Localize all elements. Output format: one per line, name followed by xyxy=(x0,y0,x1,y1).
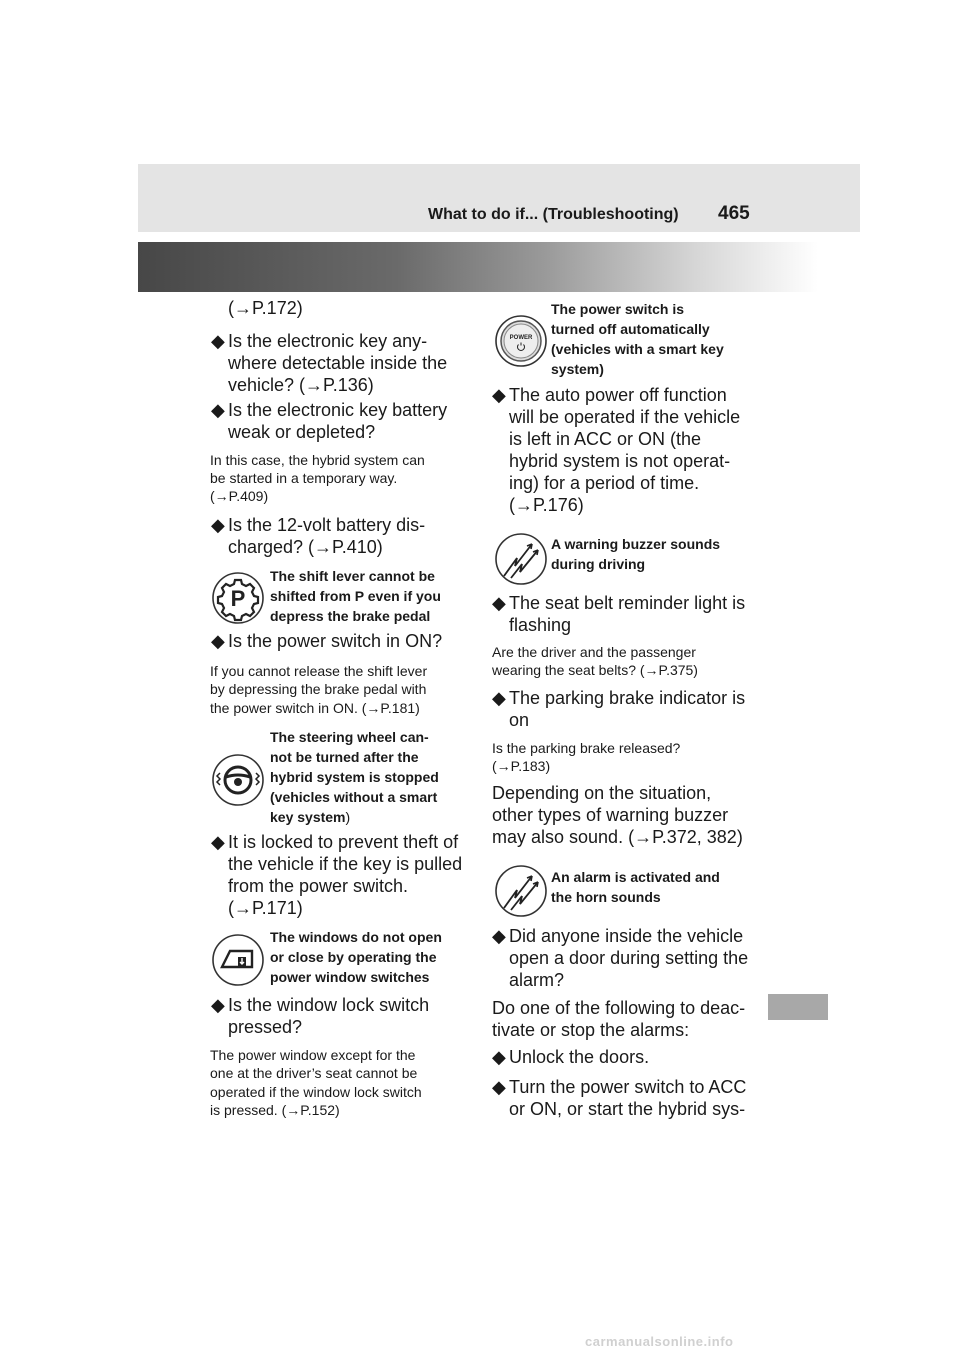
paragraph-text: Depending on the situation, xyxy=(492,783,712,803)
note-text: Are the driver and the passenger xyxy=(492,644,696,660)
section-heading: depress the brake pedal xyxy=(270,608,431,624)
window-icon xyxy=(211,933,265,987)
bullet-text: flashing xyxy=(509,615,572,635)
bullet-text: is left in ACC or ON (the xyxy=(509,429,702,449)
section-heading: shifted from P even if you xyxy=(270,588,441,604)
power-label: POWER xyxy=(509,335,533,341)
note-text: operated if the window lock switch xyxy=(210,1084,422,1100)
section-heading: or close by operating the xyxy=(270,949,437,965)
bullet-text: Is the power switch in ON? xyxy=(228,631,443,651)
note-text: The power window except for the xyxy=(210,1047,416,1063)
bullet-text: hybrid system is not operat- xyxy=(509,451,731,471)
section-heading: system) xyxy=(551,361,604,377)
bullet-text: Is the electronic key battery xyxy=(228,400,448,420)
bullet-icon: ◆ xyxy=(492,926,506,946)
note-text: wearing the seat belts? (→P.375) xyxy=(492,662,698,678)
paragraph-text: other types of warning buzzer xyxy=(492,805,729,825)
bullet-text: The seat belt reminder light is xyxy=(509,593,746,613)
bullet-text: ing) for a period of time. xyxy=(509,473,700,493)
bullet-icon: ◆ xyxy=(211,331,225,351)
heading-part: ) xyxy=(345,809,351,825)
bullet-icon: ◆ xyxy=(492,1077,506,1097)
note-text: In this case, the hybrid system can xyxy=(210,452,425,468)
bullet-text: It is locked to prevent theft of xyxy=(228,832,459,852)
bullet-icon: ◆ xyxy=(211,515,225,535)
paragraph-text: Do one of the following to deac- xyxy=(492,998,746,1018)
bullet-icon: ◆ xyxy=(211,631,225,651)
bullet-text: weak or depleted? xyxy=(228,422,376,442)
bullet-icon: ◆ xyxy=(492,385,506,405)
section-heading: A warning buzzer sounds xyxy=(551,536,721,552)
bullet-text: The parking brake indicator is xyxy=(509,688,746,708)
bullet-text: or ON, or start the hybrid sys- xyxy=(509,1099,746,1119)
bullet-text: Turn the power switch to ACC xyxy=(509,1077,747,1097)
note-text: is pressed. (→P.152) xyxy=(210,1102,340,1118)
note-text: the power switch in ON. (→P.181) xyxy=(210,700,420,716)
chapter-tab xyxy=(768,994,828,1020)
alarm-icon xyxy=(494,864,548,918)
bullet-text: Unlock the doors. xyxy=(509,1047,650,1067)
heading-part: key system xyxy=(270,809,346,825)
bullet-text: (→P.176) xyxy=(509,495,584,515)
section-heading: not be turned after the xyxy=(270,749,419,765)
power-button-icon xyxy=(494,314,548,368)
paragraph-text: tivate or stop the alarms: xyxy=(492,1020,690,1040)
section-heading: The power switch is xyxy=(551,301,685,317)
bullet-icon: ◆ xyxy=(211,832,225,852)
section-band xyxy=(138,242,818,292)
bullet-icon: ◆ xyxy=(211,400,225,420)
bullet-icon: ◆ xyxy=(492,688,506,708)
footer-watermark: carmanualsonline.info xyxy=(585,1334,734,1349)
section-heading: power window switches xyxy=(270,969,430,985)
bullet-text: the vehicle if the key is pulled xyxy=(228,854,463,874)
page-title: What to do if... (Troubleshooting) xyxy=(428,206,679,223)
section-heading: during driving xyxy=(551,556,646,572)
ref-text: (→P.172) xyxy=(228,298,303,318)
bullet-text: open a door during setting the xyxy=(509,948,749,968)
section-heading: turned off automatically xyxy=(551,321,710,337)
section-heading: (vehicles without a smart xyxy=(270,789,438,805)
section-heading: The shift lever cannot be xyxy=(270,568,435,584)
bullet-text: Did anyone inside the vehicle xyxy=(509,926,744,946)
note-text: Is the parking brake released? xyxy=(492,740,681,756)
bullet-text: (→P.171) xyxy=(228,898,303,918)
bullet-text: Is the electronic key any- xyxy=(228,331,428,351)
section-heading xyxy=(270,807,350,827)
note-text: (→P.183) xyxy=(492,758,551,774)
bullet-text: on xyxy=(509,710,530,730)
section-heading: (vehicles with a smart key xyxy=(551,341,724,357)
bullet-icon: ◆ xyxy=(492,1047,506,1067)
bullet-text: Is the window lock switch xyxy=(228,995,430,1015)
note-text: be started in a temporary way. xyxy=(210,470,398,486)
buzzer-icon xyxy=(494,532,548,586)
bullet-text: alarm? xyxy=(509,970,565,990)
bullet-icon: ◆ xyxy=(492,593,506,613)
section-heading: hybrid system is stopped xyxy=(270,769,439,785)
bullet-text: pressed? xyxy=(228,1017,303,1037)
svg-text:P: P xyxy=(230,586,246,611)
bullet-text: where detectable inside the xyxy=(228,353,448,373)
bullet-text: will be operated if the vehicle xyxy=(509,407,741,427)
bullet-text: Is the 12-volt battery dis- xyxy=(228,515,426,535)
steering-wheel-icon xyxy=(211,753,265,807)
section-heading: the horn sounds xyxy=(551,889,661,905)
gear-p-icon xyxy=(211,571,265,625)
bullet-icon: ◆ xyxy=(211,995,225,1015)
note-text: by depressing the brake pedal with xyxy=(210,681,427,697)
page-number: 465 xyxy=(718,203,750,224)
bullet-text: vehicle? (→P.136) xyxy=(228,375,374,395)
section-heading: The steering wheel can- xyxy=(270,729,429,745)
bullet-text: from the power switch. xyxy=(228,876,409,896)
section-heading: An alarm is activated and xyxy=(551,869,720,885)
note-text: If you cannot release the shift lever xyxy=(210,663,428,679)
paragraph-text: may also sound. (→P.372, 382) xyxy=(492,827,743,847)
note-text: (→P.409) xyxy=(210,488,269,504)
note-text: one at the driver’s seat cannot be xyxy=(210,1065,418,1081)
bullet-text: charged? (→P.410) xyxy=(228,537,383,557)
bullet-text: The auto power off function xyxy=(509,385,727,405)
section-heading: The windows do not open xyxy=(270,929,442,945)
